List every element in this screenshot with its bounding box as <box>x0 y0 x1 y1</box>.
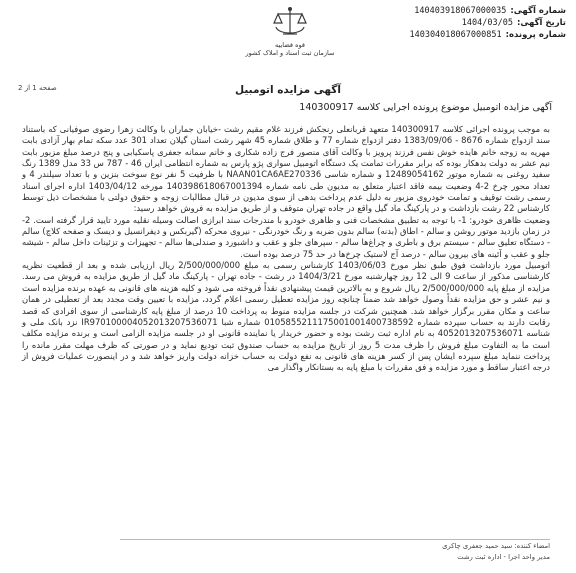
judiciary-emblem <box>245 5 335 63</box>
meta-value: 1404/03/05 <box>461 18 513 28</box>
body-paragraph: اتومبیل مورد بازداشت فوق طبق نظر مورخ 1403/06/03 کارشناس رسمی به مبلغ 2/500/000/000 ریال ارزیابی شده و بعد از قطعیت نظریه کارشناسی مذکور از ساعت 9 الی 12 روز چهارشنبه مورخ 1404/3/21 در رشت - جاده تهران - پارکینگ ماد گیل از طریق مزایده به فروش می رسد. مزایده از مبلغ پایه 2/500/000/000 ریال شروع و به بالاترین قیمت پیشنهادی نقداً فروخته می شود و کلیه هزینه های قانونی به عهده برنده مزایده است و نیم عشر و حق مزایده نقداً وصول خواهد شد ضمناً چنانچه روز مزایده تعطیل رسمی اعلام گردد، مزایده با تعیین وقت مجدد بعد از تعطیلی در همان ساعت و مکان مقرر برگزار خواهد شد. همچنین شرکت در جلسه مزایده منوط به پرداخت 10 درصد از مبلغ پایه کارشناسی از سوی افرادی که قصد رقابت دارند به حساب سپرده شماره 0105855211175001001400738592 شماره شبا IR970100004052013207536071 نزد بانک ملی و شناسه 4052013207536071 به نام اداره ثبت رشت بوده و حضور خریدار یا نماینده قانونی او در جلسه مزایده الزامی است و برنده مزایده مکلف است ما به التفاوت مبلغ فروش را ظرف مدت 5 روز از تاریخ مزایده به حساب صندوق ثبت تودیع نماید و در صورتی که ظرف مهلت مقرر مانده را پرداخت ننماید مبلغ سپرده ایشان پس از کسر هزینه های قانونی به نفع دولت به حساب خزانه دولت واریز خواهد شد و در اینصورت عملیات فروش از درجه اعتبار ساقط و مورد مزایده و فق مقررات با مبلغ پایه به بستانکار واگذار می <box>22 260 550 373</box>
notice-body <box>22 124 550 374</box>
body-paragraph: وضعیت ظاهری خودرو: 1- با توجه به تطبیق مشخصات فنی و ظاهری خودرو با مندرجات سند ابرازی اصالت وسیله نقلیه مورد تایید قرار گرفته است. 2- در زمان بازدید موتور روشن و سالم - اطاق (بدنه) سالم بدون ضربه و رنگ خودرنگی - نیروی محرکه (گیربکس و دیفرانسیل و دیسک و صفحه کلاچ) سالم - دستگاه تعلیق سالم - سیستم برق و باطری و چراغ‌ها سالم - سپرهای جلو و عقب و داشبورد و صندلی‌ها سالم - تجهیزات و تزئینات داخل سالم - شیشه جلو و عقب و آئینه های بیرون سالم - درصد آج لاستیک چرخ‌ها در حد 75 درصد بوده است. <box>22 214 550 259</box>
signature-divider <box>120 539 550 540</box>
meta-value: 140304018067000851 <box>409 30 502 40</box>
meta-notice-number <box>336 5 566 17</box>
emblem-caption: قوه قضاییه <box>275 41 305 49</box>
notice-meta <box>336 5 566 41</box>
notice-title: آگهی مزایده اتومبیل <box>235 84 341 96</box>
meta-label: شماره پرونده: <box>505 30 566 40</box>
meta-notice-date <box>336 17 566 29</box>
meta-label: تاریخ آگهی: <box>516 18 566 28</box>
signature-office: مدیر واحد اجرا - اداره ثبت رشت <box>457 553 550 561</box>
emblem-subcaption: سازمان ثبت اسناد و املاک کشور <box>245 49 335 57</box>
body-paragraph: به موجب پرونده اجرائی کلاسه 140300917 متعهد قربانعلی رنجکش فرزند غلام مقیم رشت -خیابان جماران با وکالت زهرا رضوی صوفیانی که باستناد سند ازدواج شماره 8676 - 1383/09/06 دفتر ازدواج شماره 77 و طلاق شماره 45 شهر رشت استان گیلان تعداد 301 عدد سکه تمام بهار آزادی بابت مهریه به زوجه خانم هایده خوش نفس فرزند پرویز با وکالت آقای منصور فرج زاده شکاری و خانم سمانه جعفری پاسکیابی و پنج درصد مبلغ مزبور بابت نیم عشر به دولت بدهکار بوده که برابر مقررات تمامت یک دستگاه اتومبیل سواری پژو پارس به شماره انتظامی ایران 46 - 787 س 33 مدل 1389 رنگ سفید روغنی به شماره موتور 12489054162 و شماره شاسی NAAN01CA6AE270336 با ظرفیت 5 نفر نوع سوخت بنزین و با تعداد سیلندر 4 و تعداد محور چرخ 2-4 وضعیت بیمه فاقد اعتبار متعلق به مدیون طی نامه شماره 140398618067001394 مورخه 1403/04/12 اداره اجرای اسناد رسمی رشت توقیف و تمامت خودروی مزبور به دلیل عدم پرداخت بدهی از سوی مدیون در قبال مطالبات زوجه و حقوق دولتی با مشخصات ذیل توسط کارشناس 22 رشت بازداشت و در پارکینگ ماد گیل واقع در جاده تهران متوقف و از طریق مزایده به فروش خواهد رسید: <box>22 124 550 214</box>
meta-case-number <box>336 29 566 41</box>
page-number: صفحه 1 از 2 <box>18 84 57 92</box>
meta-label: شماره آگهی: <box>510 6 566 16</box>
meta-value: 140403918067000035 <box>414 6 507 16</box>
notice-subtitle: آگهی مزایده اتومبیل موضوع پرونده اجرایی کلاسه 140300917 <box>299 102 552 113</box>
emblem-icon <box>268 5 312 41</box>
signature-signer: امضاء کننده: سید حمید جعفری چاکری <box>442 542 550 550</box>
